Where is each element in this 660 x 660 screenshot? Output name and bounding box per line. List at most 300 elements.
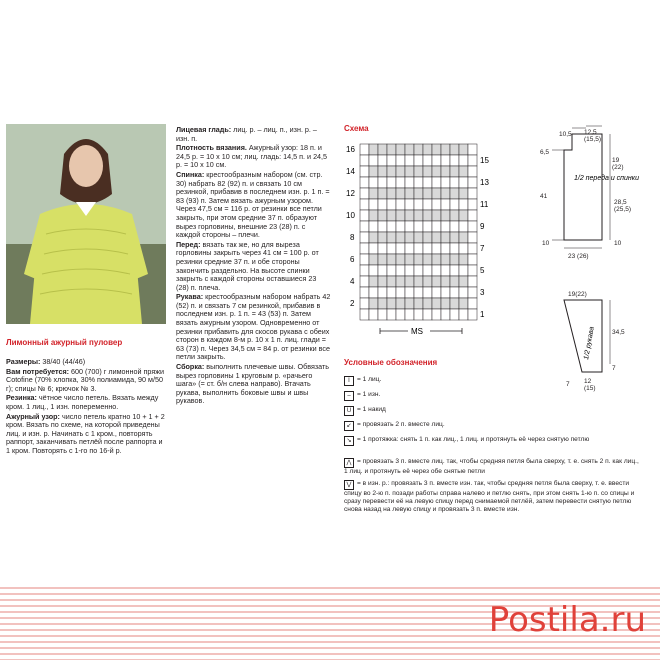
body-outline: [564, 134, 602, 240]
sleeve-label: Рукава:: [176, 292, 204, 302]
chart-cell: [432, 177, 441, 188]
chart-cell: [468, 309, 477, 320]
chart-cell: [405, 276, 414, 287]
chart-cell: [396, 298, 405, 309]
lace-value: число петель кратно 10 + 1 + 2 кром. Вязать по схеме, на которой приведены лиц. и изн. р. Начинать с 1 кром., повторять раппорт, заканчивать петлёй после раппорта и 1 кром. Повторять с 1-го по 16-й р.: [6, 411, 165, 455]
chart-cell: [423, 309, 432, 320]
chart-cell: [387, 254, 396, 265]
chart-cell: [432, 232, 441, 243]
dim-10-5: 10,5: [559, 131, 572, 138]
assembly-value: выполнить плечевые швы. Обвязать вырез горловины 1 круговым р. «рачьего шага» (= ст. б/н слева направо). Втачать рукава, выполнить боковые швы и швы рукавов.: [176, 362, 330, 406]
chart-cell: [432, 243, 441, 254]
row-number: 8: [350, 233, 355, 242]
dim-34-5: 34,5: [612, 329, 625, 336]
dim-25-5: (25,5): [614, 206, 631, 213]
chart-cell: [450, 199, 459, 210]
chart-cell: [450, 309, 459, 320]
chart-cell: [468, 221, 477, 232]
chart-cell: [414, 199, 423, 210]
chart-cell: [441, 265, 450, 276]
chart-cell: [450, 243, 459, 254]
chart-cell: [387, 210, 396, 221]
chart-cell: [396, 276, 405, 287]
chart-cell: [468, 298, 477, 309]
chart-cell: [360, 243, 369, 254]
chart-cell: [459, 188, 468, 199]
chart-cell: [405, 210, 414, 221]
legend-text: = 1 изн.: [357, 391, 381, 398]
model-illustration: [6, 124, 166, 324]
chart-cell: [414, 188, 423, 199]
chart-cell: [459, 144, 468, 155]
chart-cell: [432, 298, 441, 309]
stst-label: Лицевая гладь:: [176, 125, 232, 134]
legend-text: = провязать 3 п. вместе лиц. так, чтобы средняя петля была сверху, т. е. снять 2 п. как лиц., 1 лиц. и протянуть её через обе снятые петли: [344, 458, 639, 475]
body-piece-label: 1/2 переда и спинки: [574, 175, 639, 182]
legend-text: = провязать 2 п. вместе лиц.: [357, 421, 445, 428]
chart-cell: [432, 166, 441, 177]
chart-cell: [468, 166, 477, 177]
chart-cell: [387, 265, 396, 276]
chart-cell: [405, 265, 414, 276]
middle-text-column: [176, 126, 331, 407]
chart-cell: [414, 210, 423, 221]
chart-cell: [459, 287, 468, 298]
chart-cell: [468, 177, 477, 188]
sleeve-outline: [564, 300, 602, 372]
row-number: 12: [346, 189, 355, 198]
legend-item-k3tog: [344, 458, 644, 476]
chart-cell: [423, 199, 432, 210]
row-number: 3: [480, 288, 485, 297]
chart-cell: [387, 144, 396, 155]
chart-cell: [396, 221, 405, 232]
chart-cell: [459, 155, 468, 166]
chart-cell: [468, 155, 477, 166]
chart-cell: [441, 221, 450, 232]
chart-cell: [423, 188, 432, 199]
chart-cell: [387, 232, 396, 243]
chart-cell: [369, 210, 378, 221]
chart-cell: [387, 309, 396, 320]
legend-item-ssk: [344, 436, 644, 446]
front-label: Перед:: [176, 239, 201, 249]
chart-cell: [360, 144, 369, 155]
dim-7-left: 7: [566, 381, 570, 388]
chart-cell: [468, 287, 477, 298]
chart-cell: [396, 232, 405, 243]
chart-cell: [369, 188, 378, 199]
ms-label: MS: [411, 327, 423, 336]
chart-cell: [468, 265, 477, 276]
photo-caption: Лимонный ажурный пуловер: [6, 338, 123, 347]
chart-cell: [378, 287, 387, 298]
chart-cell: [450, 210, 459, 221]
chart-cell: [459, 254, 468, 265]
chart-cell: [441, 177, 450, 188]
chart-cell: [450, 287, 459, 298]
chart-cell: [405, 166, 414, 177]
chart-cell: [450, 188, 459, 199]
chart-cell: [396, 210, 405, 221]
chart-cell: [423, 254, 432, 265]
k2tog-symbol-icon: ↙: [344, 421, 354, 431]
chart-cell: [441, 309, 450, 320]
chart-cell: [360, 265, 369, 276]
legend-text: = 1 накид: [357, 406, 386, 413]
chart-cell: [360, 298, 369, 309]
chart-cell: [414, 287, 423, 298]
sweater-photo: [6, 124, 166, 324]
chart-cell: [360, 287, 369, 298]
chart-cell: [360, 166, 369, 177]
chart-cell: [369, 276, 378, 287]
chart-cell: [387, 298, 396, 309]
chart-cell: [387, 166, 396, 177]
dim-12-5: 12,5: [584, 129, 597, 136]
chart-cell: [423, 155, 432, 166]
chart-cell: [387, 188, 396, 199]
chart-cell: [468, 254, 477, 265]
chart-cell: [396, 254, 405, 265]
chart-cell: [441, 144, 450, 155]
chart-cell: [450, 221, 459, 232]
chart-cell: [378, 298, 387, 309]
chart-cell: [378, 177, 387, 188]
row-number: 6: [350, 255, 355, 264]
materials-value: 600 (700) г лимонной пряжи Cotofine (70% хлопка, 30% полиамида, 90 м/50 г); спицы № 6; крючок № 3.: [6, 366, 165, 393]
chart-cell: [360, 254, 369, 265]
rib-label: Резинка:: [6, 393, 37, 403]
chart-cell: [414, 232, 423, 243]
chart-cell: [441, 210, 450, 221]
chart-cell: [396, 144, 405, 155]
ssk-symbol-icon: ↘: [344, 436, 354, 446]
chart-cell: [441, 166, 450, 177]
dim-10-left: 10: [542, 240, 550, 247]
sleeve-value: крестообразным набором набрать 42 (52) п. и связать 7 см резинкой, прибавив в последнем изн. р. 1 п. = 43 (53) п. Затем вязать ажурным узором. Одновременно от резинки прибавить для скосов рукава с обеих сторон в каждом 8-м р. 10 х 1 п. лиц. глади = 63 (73) п. Через 34,5 см = 84 р. от резинки все петли закрыть.: [176, 292, 331, 362]
chart-cell: [459, 298, 468, 309]
chart-cell: [405, 254, 414, 265]
row-number: 4: [350, 277, 355, 286]
knit-symbol-icon: I: [344, 376, 354, 386]
chart-cell: [450, 276, 459, 287]
chart-cell: [378, 155, 387, 166]
chart-cell: [360, 188, 369, 199]
row-number: 2: [350, 299, 355, 308]
sizes-value: 38/40 (44/46): [40, 357, 86, 366]
chart-cell: [369, 232, 378, 243]
chart-cell: [369, 254, 378, 265]
chart-cell: [423, 276, 432, 287]
chart-cell: [396, 166, 405, 177]
chart-cell: [387, 177, 396, 188]
chart-cell: [468, 276, 477, 287]
chart-cell: [432, 254, 441, 265]
chart-cell: [396, 309, 405, 320]
chart-cell: [423, 287, 432, 298]
chart-cell: [414, 276, 423, 287]
chart-cell: [432, 155, 441, 166]
dim-10-right: 10: [614, 240, 622, 247]
chart-cell: [369, 243, 378, 254]
chart-cell: [396, 155, 405, 166]
chart-cell: [459, 177, 468, 188]
chart-cell: [360, 199, 369, 210]
chart-row-numbers-left: [346, 145, 355, 308]
dim-23-26: 23 (26): [568, 253, 589, 260]
chart-cell: [405, 188, 414, 199]
garment-schematic: [530, 124, 656, 392]
purl-symbol-icon: –: [344, 391, 354, 401]
chart-cell: [378, 199, 387, 210]
sizes-label: Размеры:: [6, 357, 41, 366]
chart-cell: [405, 287, 414, 298]
row-number: 13: [480, 178, 489, 187]
chart-cell: [405, 309, 414, 320]
gauge-label: Плотность вязания.: [176, 143, 247, 153]
chart-cell: [369, 221, 378, 232]
chart-cell: [459, 199, 468, 210]
chart-cell: [450, 298, 459, 309]
legend-item-yarn-over: [344, 406, 644, 416]
chart-cell: [432, 144, 441, 155]
chart-cell: [360, 177, 369, 188]
chart-cell: [378, 144, 387, 155]
chart-cell: [405, 298, 414, 309]
row-number: 5: [480, 266, 485, 275]
dim-15-5: (15,5): [584, 136, 601, 143]
assembly-label: Сборка:: [176, 362, 205, 372]
chart-cell: [405, 243, 414, 254]
chart-cell: [468, 210, 477, 221]
back-value: крестообразным набором (см. стр. 30) набрать 82 (92) п. и связать 10 см резинкой, прибавив в последнем изн. р. 1 п. = 83 (93) п. Затем вязать ажурным узором. Через 47,5 см = 116 р. от резинки все петли закрыть, при этом средние 37 п. образуют вырез горловины, внешние 23 (28) п. с каждой стороны – плечи.: [176, 169, 330, 240]
front-value: вязать так же, но для выреза горловины закрыть через 41 см = 100 р. от резинки средние 37 п. и обе стороны закончить раздельно. На высоте спинки закрыть с каждой стороны оставшиеся 23 (28) п. плеча.: [176, 239, 319, 292]
chart-cell: [405, 155, 414, 166]
chart-cell: [459, 243, 468, 254]
chart-cell: [396, 188, 405, 199]
chart-cell: [387, 199, 396, 210]
chart-cell: [396, 287, 405, 298]
legend-item-purl: [344, 391, 644, 401]
chart-cell: [459, 276, 468, 287]
chart-cell: [360, 155, 369, 166]
chart-cell: [378, 232, 387, 243]
legend-text: = в изн. р.: провязать 3 п. вместе изн. так, чтобы средняя петля была сверху, т. е. ввести спицу во 2-ю п. позади работы справа налево и петлю снять, при этом снять 1-ю п. со спицы и сразу перевести её на левую спицу перед снимаемой петлёй, затем перевести снятую петлю снова назад на левую спицу и провязать 3 п. вместе изн.: [344, 480, 635, 513]
dim-15: (15): [584, 385, 596, 392]
chart-cell: [414, 221, 423, 232]
chart-cell: [441, 155, 450, 166]
dim-7-right: 7: [612, 365, 616, 372]
dim-28-5: 28,5: [614, 199, 627, 206]
chart-cell: [441, 298, 450, 309]
chart-cell: [396, 199, 405, 210]
lace-label: Ажурный узор:: [6, 411, 60, 421]
chart-cell: [369, 287, 378, 298]
dim-41: 41: [540, 193, 548, 200]
chart-cell: [369, 144, 378, 155]
chart-cell: [432, 221, 441, 232]
chart-cell: [405, 199, 414, 210]
chart-cell: [432, 309, 441, 320]
chart-cell: [414, 254, 423, 265]
chart-cell: [360, 210, 369, 221]
legend-item-knit: [344, 376, 644, 386]
chart-grid: [360, 144, 477, 320]
chart-cell: [441, 243, 450, 254]
chart-cell: [432, 276, 441, 287]
chart-cell: [378, 265, 387, 276]
yarn-over-symbol-icon: U: [344, 406, 354, 416]
chart-cell: [459, 221, 468, 232]
chart-cell: [432, 188, 441, 199]
back-label: Спинка:: [176, 169, 205, 179]
chart-cell: [441, 199, 450, 210]
chart-cell: [378, 276, 387, 287]
row-number: 1: [480, 310, 485, 319]
legend-text: = 1 лиц.: [357, 376, 382, 383]
row-number: 9: [480, 222, 485, 231]
dim-12: 12: [584, 378, 592, 385]
chart-cell: [378, 188, 387, 199]
chart-cell: [414, 144, 423, 155]
chart-cell: [360, 309, 369, 320]
legend-text: = 1 протяжка: снять 1 п. как лиц., 1 лиц. и протянуть её через снятую петлю: [357, 436, 590, 443]
chart-cell: [432, 199, 441, 210]
chart-cell: [396, 177, 405, 188]
chart-cell: [414, 177, 423, 188]
rib-value: чётное число петель. Вязать между кром. 1 лиц., 1 изн. попеременно.: [6, 393, 159, 411]
chart-cell: [378, 254, 387, 265]
chart-row-numbers-right: [480, 156, 489, 319]
chart-cell: [378, 210, 387, 221]
chart-cell: [369, 177, 378, 188]
legend-title: Условные обозначения: [344, 358, 438, 367]
chart-cell: [360, 276, 369, 287]
chart-cell: [369, 309, 378, 320]
chart-cell: [459, 265, 468, 276]
chart-cell: [423, 243, 432, 254]
chart-cell: [450, 166, 459, 177]
brand-watermark: Postila.ru: [488, 600, 646, 640]
left-text-column: [6, 358, 166, 457]
chart-cell: [396, 243, 405, 254]
chart-cell: [468, 188, 477, 199]
chart-cell: [405, 144, 414, 155]
chart-cell: [441, 188, 450, 199]
row-number: 16: [346, 145, 355, 154]
sleeve-piece-label: 1/2 рукава: [583, 326, 596, 361]
chart-cell: [423, 166, 432, 177]
dim-22: (22): [612, 164, 624, 171]
dim-19-22: 19(22): [568, 291, 587, 298]
chart-cell: [441, 254, 450, 265]
row-number: 7: [480, 244, 485, 253]
chart-cell: [387, 276, 396, 287]
chart-cell: [360, 232, 369, 243]
chart-cell: [405, 177, 414, 188]
chart-cell: [378, 221, 387, 232]
chart-cell: [423, 298, 432, 309]
chart-cell: [369, 298, 378, 309]
stitch-chart: [342, 138, 502, 338]
chart-cell: [369, 166, 378, 177]
dim-6-5: 6,5: [540, 149, 550, 156]
chart-cell: [369, 265, 378, 276]
chart-cell: [423, 232, 432, 243]
chart-cell: [441, 232, 450, 243]
chart-cell: [468, 243, 477, 254]
chart-cell: [414, 166, 423, 177]
chart-cell: [378, 166, 387, 177]
p3tog-symbol-icon: ⋁: [344, 480, 354, 490]
chart-cell: [432, 210, 441, 221]
chart-cell: [450, 254, 459, 265]
chart-cell: [414, 155, 423, 166]
chart-cell: [369, 155, 378, 166]
chart-cell: [378, 243, 387, 254]
materials-label: Вам потребуется:: [6, 366, 70, 376]
chart-cell: [387, 287, 396, 298]
chart-cell: [450, 155, 459, 166]
row-number: 10: [346, 211, 355, 220]
legend-item-p3tog: [344, 480, 644, 513]
chart-cell: [468, 199, 477, 210]
row-number: 11: [480, 200, 489, 209]
chart-cell: [450, 144, 459, 155]
chart-cell: [414, 309, 423, 320]
chart-cell: [423, 221, 432, 232]
chart-cell: [414, 298, 423, 309]
chart-cell: [450, 265, 459, 276]
gauge-value: Ажурный узор: 18 п. и 24,5 р. = 10 х 10 см; лиц. гладь: 14,5 п. и 24,5 р. = 10 х 10 см.: [176, 143, 328, 170]
chart-cell: [468, 232, 477, 243]
chart-cell: [405, 232, 414, 243]
chart-cell: [423, 177, 432, 188]
chart-cell: [432, 287, 441, 298]
chart-cell: [423, 210, 432, 221]
row-number: 14: [346, 167, 355, 176]
chart-cell: [459, 232, 468, 243]
dim-19: 19: [612, 157, 620, 164]
chart-cell: [441, 287, 450, 298]
chart-cell: [468, 144, 477, 155]
chart-cell: [432, 265, 441, 276]
legend-item-k2tog: [344, 421, 644, 431]
chart-cell: [387, 243, 396, 254]
chart-cell: [459, 210, 468, 221]
chart-cell: [378, 309, 387, 320]
stst-value: лиц. р. – лиц. п., изн. р. – изн. п.: [176, 125, 317, 143]
chart-cell: [423, 144, 432, 155]
chart-cell: [459, 309, 468, 320]
chart-cell: [423, 265, 432, 276]
chart-title: Схема: [344, 124, 369, 133]
k3tog-symbol-icon: ⋀: [344, 458, 354, 468]
chart-cell: [450, 177, 459, 188]
chart-cell: [369, 199, 378, 210]
chart-cell: [441, 276, 450, 287]
chart-cell: [387, 155, 396, 166]
row-number: 15: [480, 156, 489, 165]
chart-cell: [387, 221, 396, 232]
chart-cell: [414, 243, 423, 254]
chart-cell: [360, 221, 369, 232]
chart-cell: [396, 265, 405, 276]
chart-cell: [405, 221, 414, 232]
chart-cell: [414, 265, 423, 276]
chart-cell: [459, 166, 468, 177]
